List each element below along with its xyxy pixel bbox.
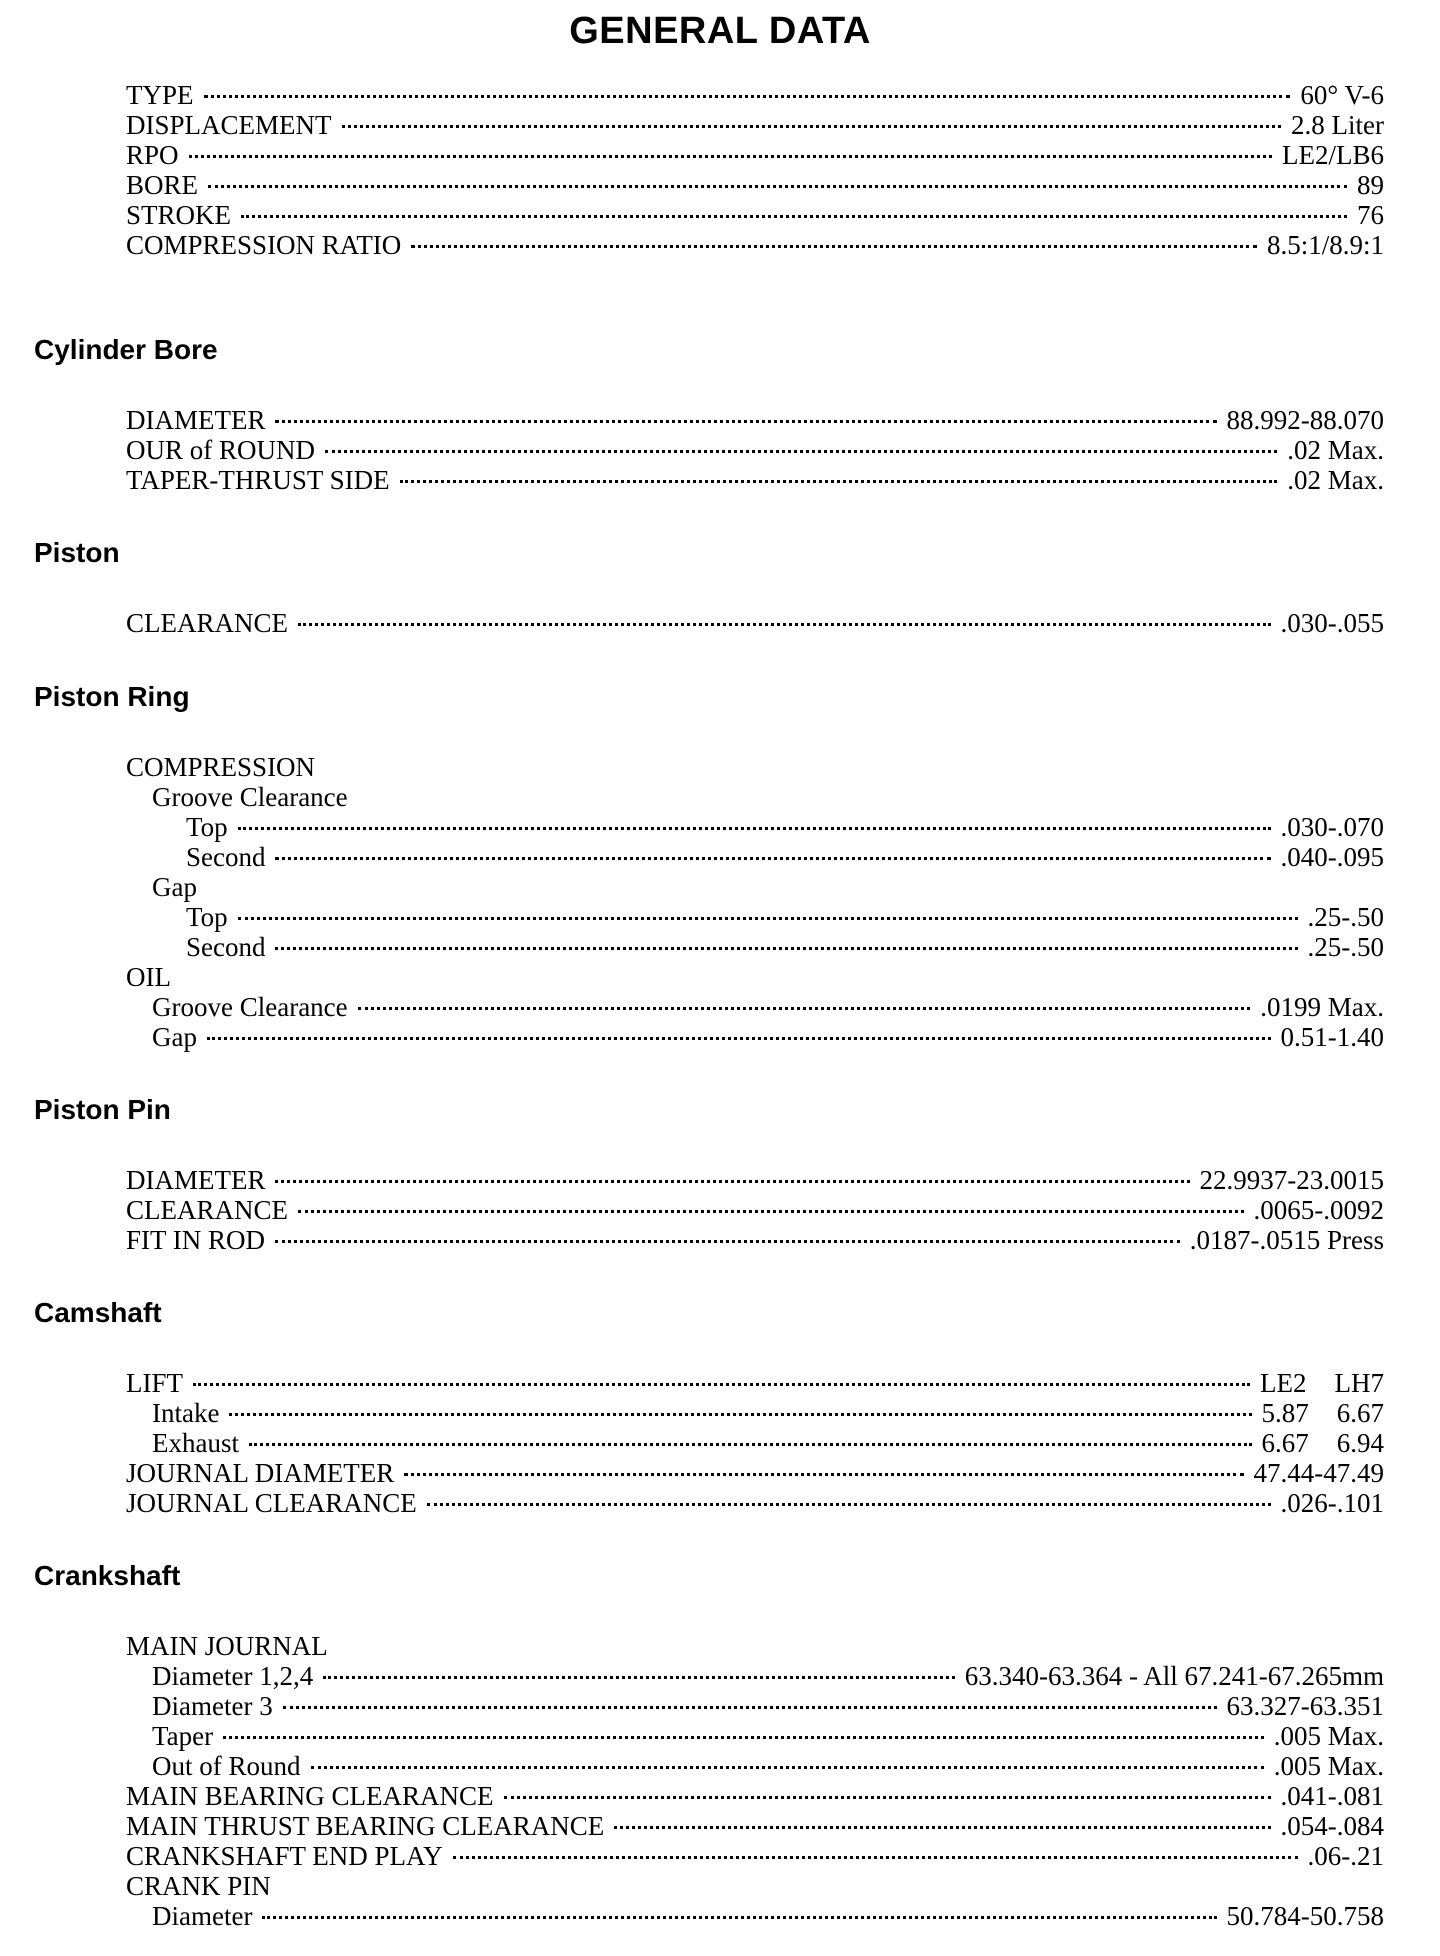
leader-dots xyxy=(208,185,1347,188)
leader-dots xyxy=(275,420,1216,423)
spec-value: .005 Max. xyxy=(1273,1751,1384,1781)
spec-label: Exhaust xyxy=(152,1428,239,1458)
leader-dots xyxy=(298,1210,1244,1213)
leader-dots xyxy=(275,947,1297,950)
spec-label: Diameter 3 xyxy=(152,1691,273,1721)
spec-row-intake xyxy=(152,1398,1384,1428)
spec-label: MAIN BEARING CLEARANCE xyxy=(126,1781,494,1811)
spec-value: .041-.081 xyxy=(1280,1781,1384,1811)
spec-label: Top xyxy=(186,902,228,932)
spec-row-out-of-round-crank xyxy=(152,1751,1384,1781)
spec-value: 63.327-63.351 xyxy=(1226,1691,1384,1721)
spec-label: Gap xyxy=(152,1022,197,1052)
spec-value: .054-.084 xyxy=(1280,1811,1384,1841)
spec-row-crankshaft-end-play xyxy=(126,1841,1384,1871)
spec-row-compression-ratio xyxy=(126,230,1384,260)
spec-row-rpo xyxy=(126,140,1384,170)
spec-row-journal-diameter xyxy=(126,1458,1384,1488)
spec-value: 0.51-1.40 xyxy=(1280,1022,1384,1052)
subheading-oil xyxy=(126,962,1384,992)
spec-label: JOURNAL DIAMETER xyxy=(126,1458,395,1488)
leader-dots xyxy=(400,480,1278,483)
spec-label: DIAMETER xyxy=(126,1165,266,1195)
spec-row-pin-diameter xyxy=(126,1165,1384,1195)
section-heading-piston-pin: Piston Pin xyxy=(34,1094,171,1125)
spec-row-groove-second xyxy=(186,842,1384,872)
subheading-gap xyxy=(152,872,1384,902)
spec-label: Diameter 1,2,4 xyxy=(152,1661,314,1691)
spec-label: Taper xyxy=(152,1721,214,1751)
spec-row-crank-pin-diameter xyxy=(152,1901,1384,1931)
leader-dots xyxy=(453,1856,1298,1859)
spec-value-lh7: 6.67 xyxy=(1336,1398,1384,1428)
subheading-groove-clearance xyxy=(152,782,1384,812)
spec-label: CLEARANCE xyxy=(126,608,288,638)
spec-row-oil-gap xyxy=(152,1022,1384,1052)
spec-label: RPO xyxy=(126,140,179,170)
subheading-crank-pin xyxy=(126,1871,1384,1901)
spec-row-pin-clearance xyxy=(126,1195,1384,1225)
spec-value: .0187-.0515 Press xyxy=(1189,1225,1384,1255)
leader-dots xyxy=(204,95,1291,98)
leader-dots xyxy=(323,1676,955,1679)
spec-row-gap-second xyxy=(186,932,1384,962)
spec-value: .25-.50 xyxy=(1307,932,1384,962)
spec-row-piston-clearance xyxy=(126,608,1384,638)
spec-label: COMPRESSION RATIO xyxy=(126,230,402,260)
spec-row-oil-groove-clearance xyxy=(152,992,1384,1022)
spec-value-lh7: 6.94 xyxy=(1336,1428,1384,1458)
spec-value: .005 Max. xyxy=(1273,1721,1384,1751)
section-heading-piston-ring: Piston Ring xyxy=(34,681,190,712)
spec-row-fit-in-rod xyxy=(126,1225,1384,1255)
leader-dots xyxy=(262,1916,1216,1919)
spec-row-groove-top xyxy=(186,812,1384,842)
spec-value: 8.5:1/8.9:1 xyxy=(1266,230,1384,260)
spec-values xyxy=(1260,1368,1384,1398)
spec-row-stroke xyxy=(126,200,1384,230)
leader-dots xyxy=(249,1443,1252,1446)
spec-label: Second xyxy=(186,842,266,872)
spec-row-bore xyxy=(126,170,1384,200)
spec-label: COMPRESSION xyxy=(126,752,316,782)
spec-row-displacement xyxy=(126,110,1384,140)
spec-row-diameter xyxy=(126,405,1384,435)
spec-label: Top xyxy=(186,812,228,842)
spec-label: TAPER-THRUST SIDE xyxy=(126,465,390,495)
spec-value: .02 Max. xyxy=(1287,465,1384,495)
spec-value: .02 Max. xyxy=(1287,435,1384,465)
spec-label: TYPE xyxy=(126,80,194,110)
spec-value: .030-.055 xyxy=(1280,608,1384,638)
leader-dots xyxy=(325,450,1277,453)
leader-dots xyxy=(427,1503,1271,1506)
spec-value: LE2/LB6 xyxy=(1282,140,1384,170)
spec-value: .0065-.0092 xyxy=(1253,1195,1384,1225)
spec-row-gap-top xyxy=(186,902,1384,932)
spec-value: 22.9937-23.0015 xyxy=(1199,1165,1384,1195)
spec-label: Gap xyxy=(152,872,197,902)
spec-row-main-bearing-clearance xyxy=(126,1781,1384,1811)
spec-label: STROKE xyxy=(126,200,232,230)
section-heading-piston: Piston xyxy=(34,537,120,568)
spec-row-journal-clearance xyxy=(126,1488,1384,1518)
leader-dots xyxy=(238,827,1271,830)
leader-dots xyxy=(207,1037,1271,1040)
spec-label: LIFT xyxy=(126,1368,183,1398)
spec-value-le2: 6.67 xyxy=(1261,1428,1309,1458)
spec-row-taper xyxy=(152,1721,1384,1751)
leader-dots xyxy=(241,215,1347,218)
spec-value-le2: 5.87 xyxy=(1261,1398,1309,1428)
spec-value: 50.784-50.758 xyxy=(1226,1901,1384,1931)
section-heading-cylinder-bore: Cylinder Bore xyxy=(34,334,218,365)
spec-label: DISPLACEMENT xyxy=(126,110,332,140)
leader-dots xyxy=(189,155,1272,158)
spec-value: 47.44-47.49 xyxy=(1253,1458,1384,1488)
leader-dots xyxy=(311,1766,1264,1769)
spec-label: CLEARANCE xyxy=(126,1195,288,1225)
leader-dots xyxy=(223,1736,1264,1739)
spec-row-diameter-3 xyxy=(152,1691,1384,1721)
leader-dots xyxy=(342,125,1282,128)
spec-label: JOURNAL CLEARANCE xyxy=(126,1488,417,1518)
leader-dots xyxy=(358,1007,1251,1010)
spec-value: .026-.101 xyxy=(1280,1488,1384,1518)
spec-label: Diameter xyxy=(152,1901,253,1931)
spec-value: 89 xyxy=(1357,170,1384,200)
spec-value: 76 xyxy=(1357,200,1384,230)
spec-label: OUR of ROUND xyxy=(126,435,315,465)
leader-dots xyxy=(411,245,1257,248)
spec-label: BORE xyxy=(126,170,199,200)
spec-row-lift xyxy=(126,1368,1384,1398)
leader-dots xyxy=(238,917,1298,920)
spec-row-out-of-round xyxy=(126,435,1384,465)
spec-label: Out of Round xyxy=(152,1751,301,1781)
spec-value: .030-.070 xyxy=(1280,812,1384,842)
spec-values xyxy=(1262,1398,1385,1428)
column-header-lh7: LH7 xyxy=(1334,1368,1384,1398)
spec-value: 63.340-63.364 - All 67.241-67.265mm xyxy=(964,1661,1384,1691)
spec-label: CRANK PIN xyxy=(126,1871,271,1901)
leader-dots xyxy=(193,1383,1250,1386)
subheading-compression xyxy=(126,752,1384,782)
spec-value: 88.992-88.070 xyxy=(1226,405,1384,435)
leader-dots xyxy=(275,857,1270,860)
section-heading-crankshaft: Crankshaft xyxy=(34,1560,181,1591)
spec-row-taper-thrust-side xyxy=(126,465,1384,495)
column-header-le2: LE2 xyxy=(1260,1368,1307,1398)
spec-value: 60° V-6 xyxy=(1300,80,1384,110)
spec-label: Groove Clearance xyxy=(152,782,348,812)
leader-dots xyxy=(614,1826,1270,1829)
leader-dots xyxy=(504,1796,1271,1799)
spec-label: MAIN JOURNAL xyxy=(126,1631,328,1661)
spec-row-diameter-124 xyxy=(152,1661,1384,1691)
leader-dots xyxy=(275,1240,1180,1243)
spec-value: .040-.095 xyxy=(1280,842,1384,872)
spec-label: MAIN THRUST BEARING CLEARANCE xyxy=(126,1811,605,1841)
leader-dots xyxy=(298,623,1271,626)
spec-value: 2.8 Liter xyxy=(1291,110,1384,140)
leader-dots xyxy=(229,1413,1251,1416)
spec-row-exhaust xyxy=(152,1428,1384,1458)
spec-value: .25-.50 xyxy=(1307,902,1384,932)
spec-value: .0199 Max. xyxy=(1260,992,1384,1022)
subheading-main-journal xyxy=(126,1631,1384,1661)
spec-label: DIAMETER xyxy=(126,405,266,435)
section-heading-camshaft: Camshaft xyxy=(34,1297,162,1328)
spec-label: OIL xyxy=(126,962,171,992)
spec-label: CRANKSHAFT END PLAY xyxy=(126,1841,443,1871)
spec-values xyxy=(1262,1428,1385,1458)
spec-label: Second xyxy=(186,932,266,962)
spec-value: .06-.21 xyxy=(1307,1841,1384,1871)
leader-dots xyxy=(404,1473,1243,1476)
spec-row-type xyxy=(126,80,1384,110)
spec-row-main-thrust-bearing-clearance xyxy=(126,1811,1384,1841)
leader-dots xyxy=(275,1180,1189,1183)
spec-label: Intake xyxy=(152,1398,220,1428)
spec-label: Groove Clearance xyxy=(152,992,348,1022)
leader-dots xyxy=(283,1706,1217,1709)
spec-label: FIT IN ROD xyxy=(126,1225,266,1255)
page-title: GENERAL DATA xyxy=(569,10,871,52)
